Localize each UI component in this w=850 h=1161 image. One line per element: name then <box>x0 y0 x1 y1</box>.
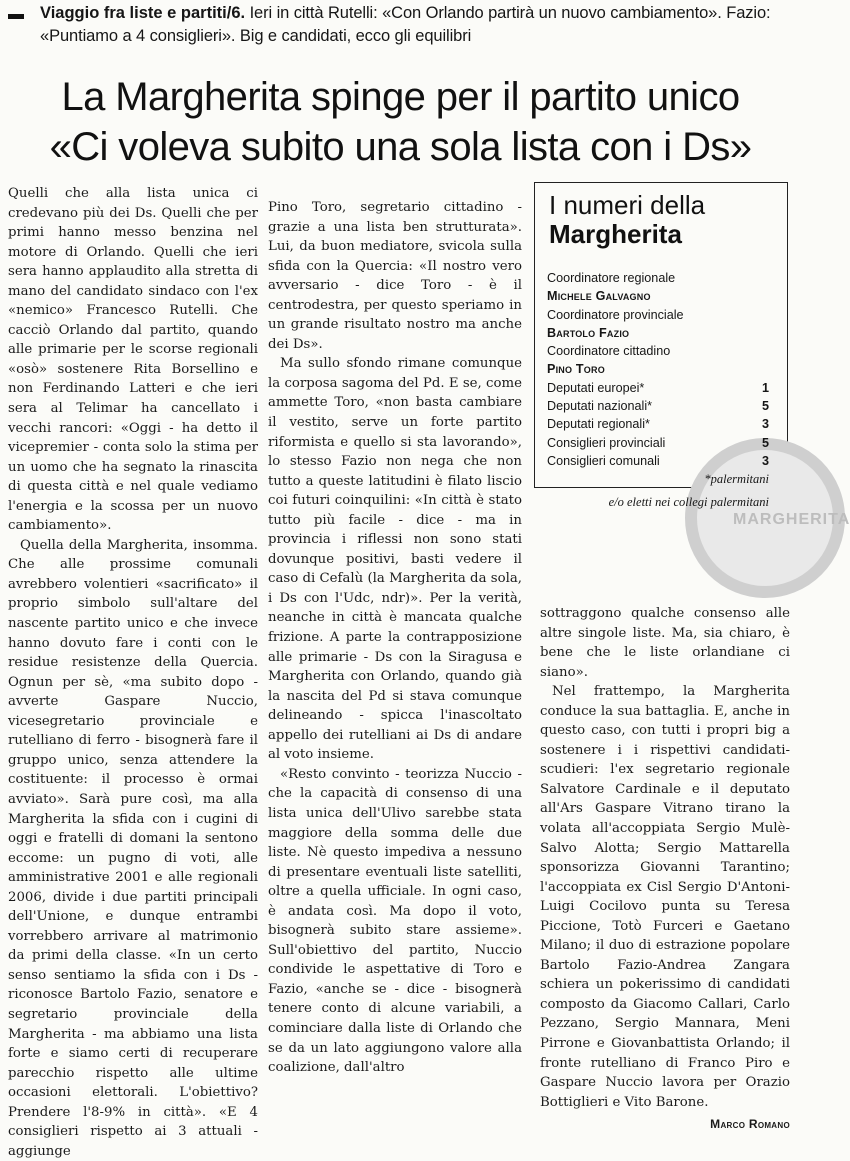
count-value: 5 <box>761 435 769 450</box>
footnote: e/o eletti nei collegi palermitani <box>608 494 769 509</box>
box-stats <box>547 269 769 511</box>
article-column-2 <box>268 198 522 1078</box>
box-title <box>549 191 779 249</box>
byline: Marco Romano <box>710 1117 790 1132</box>
role-label: Coordinatore cittadino <box>547 344 671 359</box>
footnote: *palermitani <box>704 472 769 487</box>
logo-lettering: MARGHERITA <box>733 511 850 528</box>
role-label: Coordinatore regionale <box>547 271 676 285</box>
box-title-line-1: I numeri della <box>549 190 706 220</box>
paragraph: Nel frattempo, la Margherita conduce la sua battaglia. E, anche in questo caso, con tutti i propri big a sostenere i i rispettivi candidati-scudieri: l'ex segretario regionale Salvatore Cardinale e il deputato all'Ars Gaspare Vitrano tirano la volata all'accoppiata Sergio Mulè-Salvo Alotta; Sergio Mattarella sponsorizza Giovanni Tarantino; l'accoppiata ex Cisl Sergio D'Antoni-Luigi Cocilovo punta su Teresa Piccione, Totò Furceri e Gaetano Milano; il duo di estrazione popolare Bartolo Fazio-Andrea Zangara schiera un pokerissimo di candidati composto da Giacomo Callari, Carlo Pezzano, Sergio Mannara, Meni Pirrone e Giovanbattista Orlando; il fronte rutelliano di Franco Piro e Gaspare Nuccio lavora per Orazio Bottiglieri e Vito Barone. <box>540 684 790 1110</box>
paragraph: Pino Toro, segretario cittadino - grazie a una lista ben strutturata». Lui, da buon mediatore, svicola sulla sfida con la Quercia: «Il nostro vero avversario - dice Toro - è il centrodestra, per questo speriamo in un grande risultato nostro ma anche dei Ds». <box>268 200 522 352</box>
count-label: Deputati regionali* <box>547 417 650 432</box>
paragraph: Quella della Margherita, insomma. Che alle prossime comunali avrebbero volentieri «sacrificato» il proprio simbolo sull'altare del nascente partito unico e che invece hanno dovuto fare i conti con le residue resistenze della Quercia. Ognun per sè, «ma subito dopo - avverte Gaspare Nuccio, vicesegretario provinciale e rutelliano di ferro - bisognerà fare il gruppo unico, senza attendere la costituente: il processo è ormai avviato». Sarà pure così, ma alla Margherita la sfida con i cugini di oggi e fratelli di domani la sentono eccome: un pugno di voti, alle amministrative 2001 e alle regionali 2006, divide i due partiti principali dell'Unione, e dunque entrambi vorrebbero arrivare al matrimonio da primi della classe. «In un certo senso sentiamo la sfida con i Ds - riconosce Bartolo Fazio, senatore e segretario provinciale della Margherita - ma abbiamo una lista forte e siamo certi di recuperare parecchio rispetto alle ultime occasioni elettorali. L'obiettivo? Prendere l'8-9% in città». «E 4 consiglieri rispetto ai 3 attuali - aggiunge <box>8 537 258 1159</box>
article-column-1 <box>8 184 258 1161</box>
role-name: Michele Galvagno <box>547 289 651 304</box>
count-label: Deputati europei* <box>547 380 645 395</box>
headline <box>8 72 793 172</box>
kicker-text: Ieri in città Rutelli: «Con Orlando partirà un nuovo cambiamento». Fazio: «Puntiamo a 4 consiglieri». Big e candidati, ecco gli equilibri <box>40 4 771 45</box>
paragraph: Ma sullo sfondo rimane comunque la corposa sagoma del Pd. E se, come ammette Toro, «non basta cambiare il vestito, serve un forte partito riformista e quello si sta lavorando», lo stesso Fazio non nega che non tutto a queste latitudini è filato liscio coi futuri coinquilini: «In città è stato tutto più facile - dice - ma in provincia i riflessi non sono stati dovunque positivi, basti vedere il caso di Cefalù (la Margherita da sola, i Ds con l'Udc, ndr)». Per la verità, neanche in città è mancata qualche frizione. A parte la contrapposizione alle primarie - Ds con la Siragusa e Margherita con Orlando, quando già la nascita del Pd si stava comunque delineando - spicca l'inascoltato appello dei rutelliani ai Ds di andare al voto insieme. <box>268 356 522 763</box>
count-row <box>547 397 769 415</box>
kicker <box>40 2 790 48</box>
role-name: Bartolo Fazio <box>547 325 630 340</box>
headline-line-1: La Margherita spinge per il partito unico <box>61 75 740 119</box>
article-column-3 <box>540 604 790 1135</box>
headline-line-2: «Ci voleva subito una sola lista con i Ds» <box>49 125 752 169</box>
count-row <box>547 379 769 397</box>
count-row <box>547 452 769 470</box>
count-value: 1 <box>761 380 769 395</box>
role-name: Pino Toro <box>547 362 605 377</box>
paragraph: sottraggono qualche consenso alle altre singole liste. Ma, sia chiaro, è bene che le liste orlandiane ci siano». <box>540 606 790 680</box>
box-title-line-2: Margherita <box>549 219 682 249</box>
count-row <box>547 415 769 433</box>
paragraph: «Resto convinto - teorizza Nuccio - che la capacità di consenso di una lista unica dell'Ulivo sarebbe stata maggiore della somma delle due liste. Nè questo impediva a nessuno di presentare eventuali liste satelliti, oltre a quella ufficiale. In ogni caso, è andata così. Ma dopo il voto, bisognerà subito stare assieme». Sull'obiettivo del partito, Nuccio condivide le aspettative di Toro e Fazio, «anche se - dice - bisognerà tenere conto di alcune variabili, a cominciare dalla liste di Orlando che se da un lato aggiungono valore alla coalizione, dall'altro <box>268 766 522 1076</box>
count-label: Deputati nazionali* <box>547 399 653 414</box>
count-value: 3 <box>761 453 769 468</box>
count-value: 5 <box>761 399 769 414</box>
kicker-section: Viaggio fra liste e partiti/6. <box>40 4 246 22</box>
paragraph: Quelli che alla lista unica ci credevano più dei Ds. Quelli che per primi hanno messo benzina nel motore di Orlando. Quelli che ieri sera hanno applaudito alla stretta di mano del candidato sindaco con l'ex «nemico» Francesco Rutelli. Che cacciò Orlando dal partito, quando alle primarie per le scorse regionali «osò» sostenere Rita Borsellino e non Ferdinando Latteri e che ieri sera al Telimar ha cancellato i vecchi rancori: «Oggi - ha detto il vicepremier - conta solo la stima per un uomo che ha segnato la rinascita di questa città e nel quale vediamo l'energia e la scossa per un nuovo cambiamento». <box>8 186 258 534</box>
sidebar-box-numbers <box>534 182 850 528</box>
kicker-bullet <box>8 14 24 19</box>
count-label: Consiglieri comunali <box>547 453 660 468</box>
count-label: Consiglieri provinciali <box>547 435 666 450</box>
count-value: 3 <box>761 417 769 432</box>
count-row <box>547 434 769 452</box>
role-label: Coordinatore provinciale <box>547 307 684 322</box>
